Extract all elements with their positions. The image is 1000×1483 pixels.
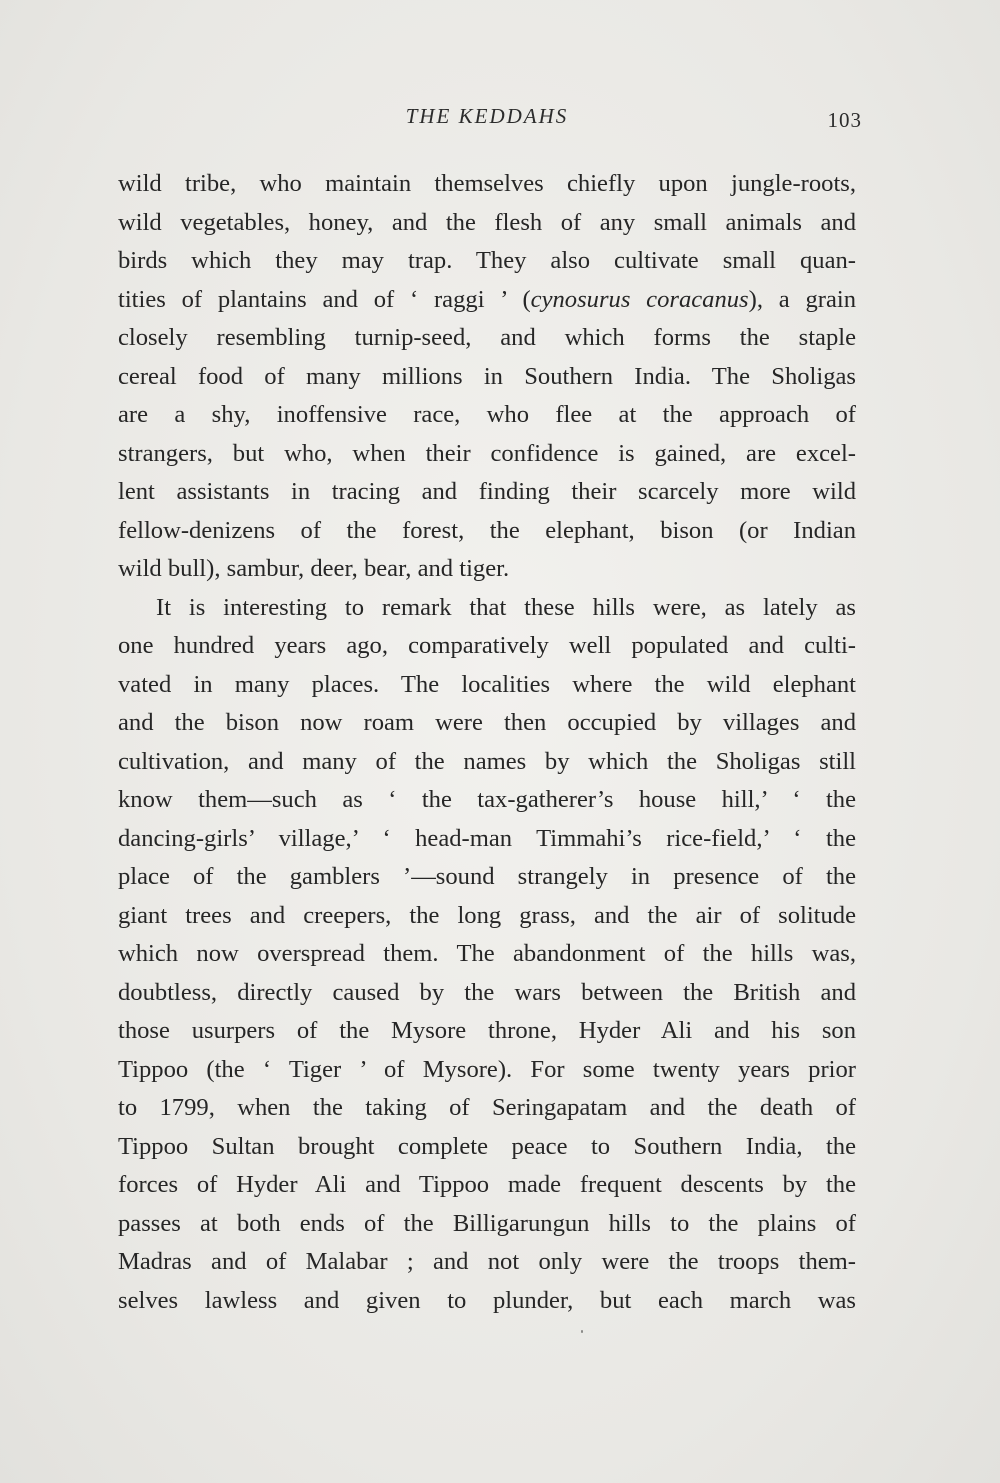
text-line: wild tribe, who maintain themselves chiefly upon jungle-roots, <box>118 170 856 197</box>
text-line: those usurpers of the Mysore throne, Hyder Ali and his son <box>118 1017 856 1044</box>
paragraph-2 <box>118 589 856 1321</box>
text-line: strangers, but who, when their confidence is gained, are excel- <box>118 439 856 467</box>
text-line: Madras and of Malabar ; and not only were the troops them- <box>118 1248 856 1275</box>
botanical-name: cynosurus coracanus <box>530 285 749 313</box>
text-line: forces of Hyder Ali and Tippoo made frequent descents by the <box>118 1171 856 1198</box>
body-text <box>118 165 856 1320</box>
running-head <box>118 104 862 134</box>
text-line: selves lawless and given to plunder, but each march was <box>118 1286 856 1314</box>
text-line: know them—such as ‘ the tax-gatherer’s house hill,’ ‘ the <box>118 786 856 813</box>
text-line-with-italic: tities of plantains and of ‘ raggi ’ (cynosurus coracanus), a grain <box>118 285 856 313</box>
text-line: giant trees and creepers, the long grass, and the air of solitude <box>118 901 856 929</box>
text-line: It is interesting to remark that these hills were, as lately as <box>156 593 856 621</box>
print-speck <box>581 1330 583 1333</box>
text-line: place of the gamblers ’—sound strangely in presence of the <box>118 863 856 890</box>
text-line: vated in many places. The localities where the wild elephant <box>118 670 856 698</box>
text-line: dancing-girls’ village,’ ‘ head-man Timmahi’s rice-field,’ ‘ the <box>118 824 856 852</box>
text-line: wild bull), sambur, deer, bear, and tiger. <box>118 555 510 582</box>
text-line: birds which they may trap. They also cultivate small quan- <box>118 247 856 274</box>
text-line: cereal food of many millions in Southern India. The Sholigas <box>118 362 856 390</box>
text-line: which now overspread them. The abandonment of the hills was, <box>118 940 856 967</box>
running-head-title: THE KEDDAHS <box>405 104 569 128</box>
page-number: 103 <box>827 108 862 132</box>
text-line: lent assistants in tracing and finding their scarcely more wild <box>118 478 856 505</box>
text-line: to 1799, when the taking of Seringapatam and the death of <box>118 1094 856 1121</box>
text-line: one hundred years ago, comparatively well populated and culti- <box>118 632 856 659</box>
text-line: wild vegetables, honey, and the flesh of any small animals and <box>118 208 856 236</box>
text-line: cultivation, and many of the names by which the Sholigas still <box>118 747 856 775</box>
paragraph-1 <box>118 165 856 589</box>
text-line: closely resembling turnip-seed, and which forms the staple <box>118 324 856 351</box>
text-line: Tippoo Sultan brought complete peace to Southern India, the <box>118 1132 856 1160</box>
text-line: and the bison now roam were then occupied by villages and <box>118 709 856 736</box>
text-line: are a shy, inoffensive race, who flee at the approach of <box>118 401 856 428</box>
text-line: doubtless, directly caused by the wars between the British and <box>118 978 856 1006</box>
text-line: passes at both ends of the Billigarungun hills to the plains of <box>118 1209 856 1237</box>
text-line: fellow-denizens of the forest, the elephant, bison (or Indian <box>118 516 856 544</box>
text-line: Tippoo (the ‘ Tiger ’ of Mysore). For some twenty years prior <box>118 1055 856 1083</box>
